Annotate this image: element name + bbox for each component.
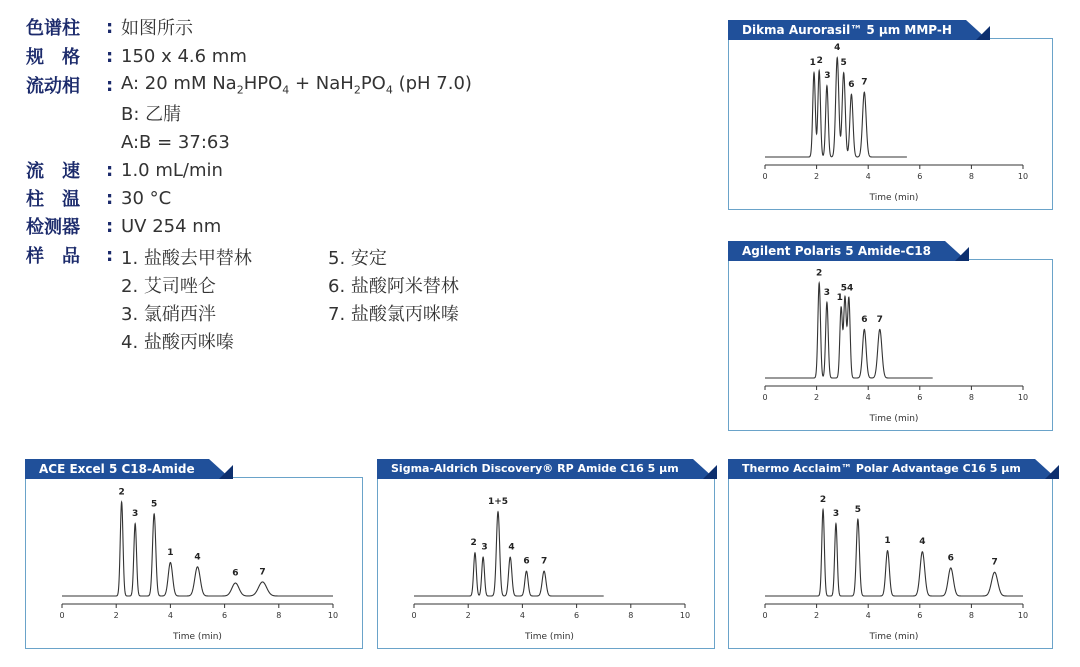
condition-value: B: 乙腈 — [121, 104, 182, 125]
condition-value: 如图所示 — [121, 18, 193, 39]
x-axis-title: Time (min) — [869, 193, 919, 203]
condition-label: 检测器 — [26, 217, 80, 238]
peak-label: 6 — [232, 568, 239, 579]
x-tick-label: 8 — [276, 611, 282, 620]
panel-title-tab — [25, 459, 231, 479]
panel-title: Thermo Acclaim™ Polar Advantage C16 5 μm — [728, 459, 1035, 479]
condition-label: 样 品 — [26, 246, 80, 267]
chart-panel-ace — [25, 462, 363, 649]
condition-value: A:B = 37:63 — [121, 131, 230, 153]
x-tick-label: 6 — [222, 611, 228, 620]
x-tick-label: 4 — [865, 172, 871, 181]
x-tick-label: 8 — [628, 611, 634, 620]
peak-label: 3 — [832, 509, 840, 520]
panel-title-tab — [377, 459, 715, 479]
x-tick-label: 4 — [865, 393, 871, 402]
x-tick-label: 10 — [1017, 172, 1029, 181]
peak-label: 7 — [991, 557, 998, 568]
x-tick-label: 4 — [167, 611, 173, 620]
peak-label: 4 — [834, 43, 841, 54]
peak-label: 1+5 — [487, 497, 509, 508]
peak-label: 2 — [819, 495, 827, 506]
x-tick-label: 6 — [917, 611, 923, 620]
panel-title: ACE Excel 5 C18-Amide — [25, 459, 209, 479]
peak-label: 7 — [259, 567, 266, 578]
x-tick-label: 6 — [917, 172, 923, 181]
x-tick-label: 10 — [679, 611, 691, 620]
sample-item: 2. 艾司唑仑 — [121, 276, 216, 297]
chromatogram — [26, 478, 361, 647]
chromatogram-trace — [62, 502, 333, 596]
condition-colon: : — [106, 74, 114, 96]
peak-label: 3 — [823, 287, 831, 298]
chart-panel-sigma — [377, 462, 715, 649]
conditions-block — [26, 14, 686, 354]
chromatogram — [729, 478, 1051, 647]
sample-item: 1. 盐酸去甲替林 — [121, 248, 252, 269]
tab-accent — [1045, 465, 1059, 479]
x-tick-label: 2 — [814, 393, 820, 402]
condition-value — [121, 73, 472, 97]
x-tick-label: 6 — [574, 611, 580, 620]
condition-label: 柱 温 — [26, 189, 80, 210]
x-tick-label: 4 — [519, 611, 525, 620]
x-tick-label: 2 — [465, 611, 471, 620]
x-tick-label: 4 — [865, 611, 871, 620]
mp-sub: 2 — [236, 83, 244, 97]
chromatogram — [378, 478, 713, 647]
condition-colon: : — [106, 215, 114, 237]
x-tick-label: 2 — [814, 611, 820, 620]
panel-title-tab — [728, 20, 988, 40]
peak-label: 6 — [523, 556, 530, 567]
x-tick-label: 8 — [968, 393, 974, 402]
peak-label: 54 — [840, 283, 854, 294]
chromatogram — [729, 39, 1051, 208]
x-tick-label: 0 — [59, 611, 65, 620]
peak-label: 1 — [884, 536, 891, 547]
chart-panel-agilent — [728, 244, 1053, 431]
mp-part: HPO — [243, 73, 283, 95]
x-tick-label: 10 — [327, 611, 339, 620]
mp-sub: 2 — [353, 83, 361, 97]
sample-item: 6. 盐酸阿米替林 — [328, 276, 459, 297]
peak-label: 5 — [854, 504, 862, 515]
chromatogram-trace — [765, 510, 1023, 596]
peak-label: 3 — [481, 542, 488, 553]
panel-title-tab — [728, 459, 1057, 479]
peak-label: 1 — [836, 293, 843, 304]
condition-value: 1.0 mL/min — [121, 159, 223, 181]
chromatogram-trace — [414, 512, 604, 596]
mp-sub: 4 — [282, 83, 290, 97]
peak-label: 6 — [861, 314, 868, 325]
x-tick-label: 0 — [762, 393, 768, 402]
tab-accent — [976, 26, 990, 40]
peak-label: 2 — [816, 56, 823, 67]
peak-label: 7 — [876, 314, 883, 325]
chromatogram — [729, 260, 1051, 429]
panel-title: Agilent Polaris 5 Amide-C18 — [728, 241, 945, 261]
x-tick-label: 8 — [968, 611, 974, 620]
x-axis-title: Time (min) — [173, 632, 222, 642]
chromatogram-trace — [765, 283, 933, 378]
peak-label: 4 — [919, 537, 926, 548]
peak-label: 4 — [194, 552, 201, 563]
sample-item: 7. 盐酸氯丙咪嗪 — [328, 304, 459, 325]
x-tick-label: 8 — [968, 172, 974, 181]
condition-label: 规 格 — [26, 47, 80, 68]
peak-label: 2 — [118, 487, 125, 498]
condition-label: 流 速 — [26, 161, 80, 182]
peak-label: 7 — [540, 556, 548, 567]
mp-sub: 4 — [385, 83, 393, 97]
x-axis-title: Time (min) — [525, 632, 574, 642]
sample-item: 4. 盐酸丙咪嗪 — [121, 332, 234, 353]
x-tick-label: 2 — [113, 611, 119, 620]
panel-title: Sigma-Aldrich Discovery® RP Amide C16 5 μm — [377, 459, 693, 479]
mp-part: A: 20 mM Na — [121, 73, 237, 95]
x-axis-title: Time (min) — [869, 414, 919, 424]
sample-item: 5. 安定 — [328, 248, 387, 269]
condition-colon: : — [106, 244, 114, 266]
peak-label: 4 — [508, 542, 515, 553]
peak-label: 5 — [840, 58, 847, 69]
mp-part: PO — [360, 73, 386, 95]
condition-label: 流动相 — [26, 76, 80, 97]
peak-label: 6 — [848, 79, 855, 90]
panel-title: Dikma Aurorasil™ 5 μm MMP-H — [728, 20, 966, 40]
x-tick-label: 10 — [1017, 611, 1029, 620]
tab-accent — [219, 465, 233, 479]
x-tick-label: 10 — [1017, 393, 1029, 402]
panel-title-tab — [728, 241, 967, 261]
peak-label: 1 — [809, 58, 816, 69]
condition-colon: : — [106, 16, 114, 38]
mp-part: + NaH — [289, 73, 354, 95]
condition-value: 150 x 4.6 mm — [121, 45, 247, 67]
peak-label: 3 — [824, 71, 831, 82]
peak-label: 2 — [816, 268, 823, 279]
peak-label: 7 — [861, 77, 868, 88]
sample-item: 3. 氯硝西泮 — [121, 304, 216, 325]
x-tick-label: 2 — [814, 172, 820, 181]
mp-part: (pH 7.0) — [392, 73, 472, 95]
chart-panel-dikma — [728, 23, 1053, 210]
condition-colon: : — [106, 45, 114, 67]
chromatogram-trace — [765, 58, 907, 157]
x-tick-label: 0 — [411, 611, 417, 620]
condition-value: 30 °C — [121, 187, 172, 209]
x-tick-label: 0 — [762, 611, 768, 620]
peak-label: 6 — [947, 553, 954, 564]
peak-label: 1 — [167, 547, 174, 558]
tab-accent — [955, 247, 969, 261]
condition-colon: : — [106, 159, 114, 181]
peak-label: 2 — [470, 538, 477, 549]
x-tick-label: 0 — [762, 172, 768, 181]
peak-label: 5 — [151, 499, 158, 510]
tab-accent — [703, 465, 717, 479]
condition-label: 色谱柱 — [26, 18, 80, 39]
condition-value: UV 254 nm — [121, 215, 222, 237]
x-tick-label: 6 — [917, 393, 923, 402]
x-axis-title: Time (min) — [869, 632, 919, 642]
chart-panel-thermo — [728, 462, 1053, 649]
condition-colon: : — [106, 187, 114, 209]
peak-label: 3 — [132, 509, 139, 520]
